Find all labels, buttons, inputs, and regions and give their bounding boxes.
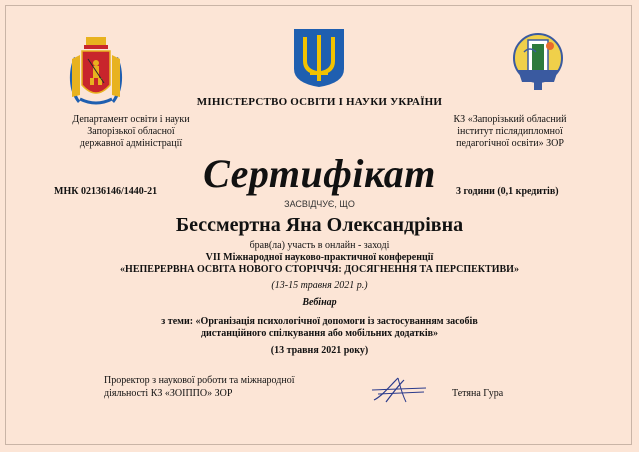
conference-name: VII Міжнародної науково-практичної конференції — [205, 252, 434, 263]
department-left — [56, 114, 206, 150]
institute-emblem-icon — [510, 30, 566, 97]
ministry-heading: МІНІСТЕРСТВО ОСВІТИ І НАУКИ УКРАЇНИ — [196, 96, 443, 108]
participation-text: брав(ла) участь в онлайн - заході — [249, 240, 390, 251]
certificate-hours: 3 години (0,1 кредитів) — [456, 186, 559, 197]
webinar-date: (13 травня 2021 року) — [270, 345, 369, 356]
conference-dates: (13-15 травня 2021 р.) — [271, 280, 368, 291]
department-left-line-2: Запорізької обласної — [87, 126, 175, 137]
institute-right-line-2: інститут післядипломної — [457, 126, 563, 137]
event-type: Вебінар — [302, 297, 337, 308]
department-left-line-1: Департамент освіти і науки — [72, 114, 190, 125]
webinar-topic-line-2: дистанційного спілкування або мобільних додатків» — [200, 328, 439, 339]
certificate-title: Сертифікат — [203, 151, 436, 196]
webinar-topic — [0, 316, 639, 340]
handwritten-signature — [368, 372, 428, 411]
department-left-line-3: державної адміністрації — [79, 138, 183, 149]
signatory-position-line-2: діяльності КЗ «ЗОІППО» ЗОР — [104, 388, 233, 399]
signatory-position — [104, 374, 294, 400]
institute-right — [430, 114, 590, 150]
ukraine-trident-icon — [290, 27, 348, 94]
certifies-label: ЗАСВІДЧУЄ, ЩО — [284, 199, 355, 209]
signatory-position-line-1: Проректор з наукової роботи та міжнародної — [104, 375, 295, 386]
webinar-topic-line-1: з теми: «Організація психологічної допомоги із застосуванням засобів — [161, 316, 478, 327]
signer-name: Тетяна Гура — [452, 388, 504, 399]
institute-right-line-3: педагогічної освіти» ЗОР — [456, 138, 564, 149]
certificate-number: МНК 02136146/1440-21 — [54, 186, 158, 197]
conference-title: «НЕПЕРЕРВНА ОСВІТА НОВОГО СТОРІЧЧЯ: ДОСЯГНЕННЯ ТА ПЕРСПЕКТИВИ» — [120, 264, 519, 275]
recipient-name: Бессмертна Яна Олександрівна — [175, 214, 464, 236]
institute-right-line-1: КЗ «Запорізький обласний — [453, 114, 567, 125]
